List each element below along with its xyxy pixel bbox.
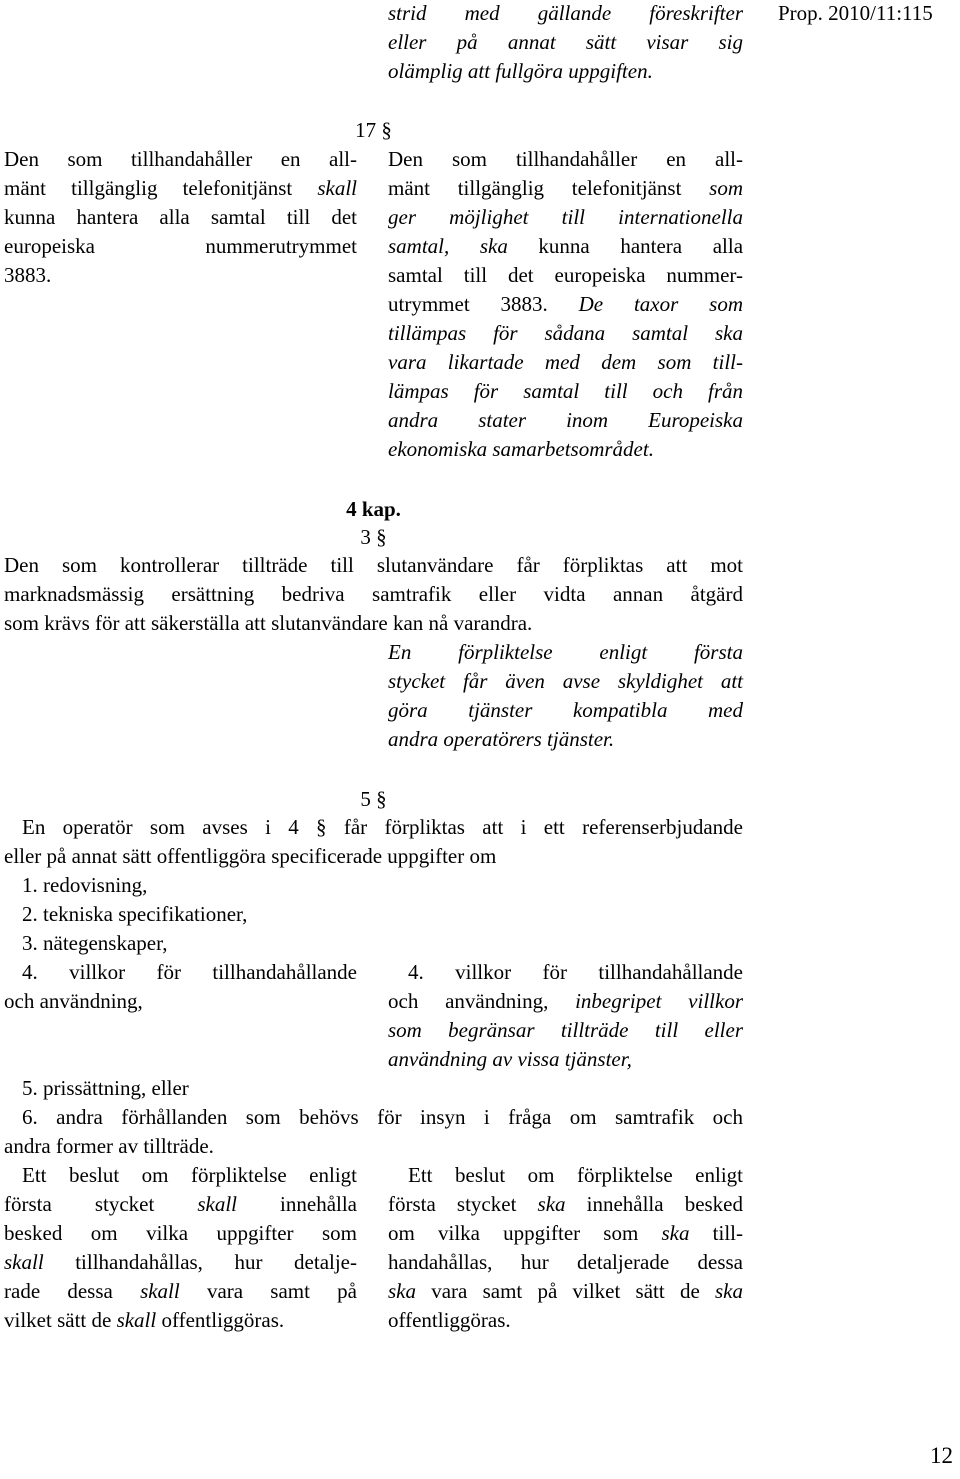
text-line: eller på annat sätt offentliggöra specificerade uppgifter om [4, 844, 497, 868]
text-line: som begränsar tillträde till eller [388, 1018, 743, 1042]
text-line: 4. villkor för tillhandahållande [408, 960, 743, 984]
text-line: andra stater inom Europeiska [388, 408, 743, 432]
text-line: handahållas, hur detaljerade dessa [388, 1250, 743, 1274]
text-line: 6. andra förhållanden som behövs för insyn i fråga om samtrafik och [22, 1105, 743, 1129]
text-line: om vilka uppgifter som ska till- [388, 1221, 743, 1245]
item4-right [388, 958, 743, 1074]
decision-right-column [388, 1161, 743, 1335]
text-line: vara likartade med dem som till- [388, 350, 743, 374]
text-line: Den som kontrollerar tillträde till slutanvändare får förpliktas att mot [4, 553, 743, 577]
text-line: tillämpas för sådana samtal ska [388, 321, 743, 345]
text-line: europeiska nummerutrymmet [4, 234, 357, 258]
text-line: eller på annat sätt visar sig [388, 30, 743, 54]
text-line: En förpliktelse enligt första [388, 640, 743, 664]
text-line: rade dessa skall vara samt på [4, 1279, 357, 1303]
text-line: olämplig att fullgöra uppgiften. [388, 59, 653, 83]
text-line: göra tjänster kompatibla med [388, 698, 743, 722]
text-line: ger möjlighet till internationella [388, 205, 743, 229]
text-line: besked om vilka uppgifter som [4, 1221, 357, 1245]
text-line: marknadsmässig ersättning bedriva samtrafik eller vidta annan åtgärd [4, 582, 743, 606]
text-line: skall tillhandahållas, hur detalje- [4, 1250, 357, 1274]
text-line: vilket sätt de skall offentliggöras. [4, 1308, 285, 1332]
section-17-heading: 17 § [355, 118, 392, 142]
chapter-heading: 4 kap. [346, 497, 401, 521]
section-5-heading: 5 § [360, 787, 387, 811]
text-line: andra operatörers tjänster. [388, 727, 615, 751]
text-line: mänt tillgänglig telefonitjänst skall [4, 176, 357, 200]
item4-left [4, 958, 357, 1016]
text-line: första stycket skall innehålla [4, 1192, 358, 1216]
text-line: 4. villkor för tillhandahållande [22, 960, 357, 984]
list-item: 2. tekniska specifikationer, [22, 902, 248, 926]
text-line: andra former av tillträde. [4, 1134, 214, 1158]
page-number: 12 [930, 1443, 953, 1468]
text-line: offentliggöras. [388, 1308, 511, 1332]
text-line: utrymmet 3883. De taxor som [388, 292, 743, 316]
list-item: 1. redovisning, [22, 873, 148, 897]
text-line: användning av vissa tjänster, [388, 1047, 632, 1071]
text-line: och användning, [4, 989, 143, 1013]
text-line: samtal till det europeiska nummer- [388, 263, 743, 287]
text-line: En operatör som avses i 4 § får förpliktas att i ett referenserbjudande [22, 815, 743, 839]
decision-left-column [4, 1161, 357, 1335]
list-item-6 [4, 1103, 743, 1161]
section-3-right-addition [388, 638, 743, 754]
text-line: första stycket ska innehålla besked [388, 1192, 744, 1216]
text-line: Ett beslut om förpliktelse enligt [408, 1163, 743, 1187]
section-3-paragraph [4, 551, 743, 638]
prop-reference: Prop. 2010/11:115 [778, 1, 933, 25]
text-line: och användning, inbegripet villkor [388, 989, 743, 1013]
text-line: samtal, ska kunna hantera alla [388, 234, 744, 258]
text-line: som krävs för att säkerställa att slutanvändare kan nå varandra. [4, 611, 533, 635]
text-line: strid med gällande föreskrifter [388, 1, 743, 25]
text-line: Den som tillhandahåller en all- [388, 147, 743, 171]
text-line: stycket får även avse skyldighet att [388, 669, 743, 693]
list-item: 3. nätegenskaper, [22, 931, 168, 955]
text-line: mänt tillgänglig telefonitjänst som [388, 176, 743, 200]
text-line: ekonomiska samarbetsområdet. [388, 437, 654, 461]
section-5-intro [4, 813, 743, 871]
text-line: lämpas för samtal till och från [388, 379, 743, 403]
text-line: ska vara samt på vilket sätt de ska [388, 1279, 743, 1303]
section-3-heading: 3 § [360, 525, 387, 549]
section-17-left-column [4, 145, 357, 290]
text-line: 3883. [4, 263, 52, 287]
text-line: kunna hantera alla samtal till det [4, 205, 357, 229]
section-17-right-column [388, 145, 743, 464]
top-right-paragraph [388, 0, 743, 86]
text-line: Den som tillhandahåller en all- [4, 147, 357, 171]
list-item: 5. prissättning, eller [22, 1076, 189, 1100]
text-line: Ett beslut om förpliktelse enligt [22, 1163, 357, 1187]
